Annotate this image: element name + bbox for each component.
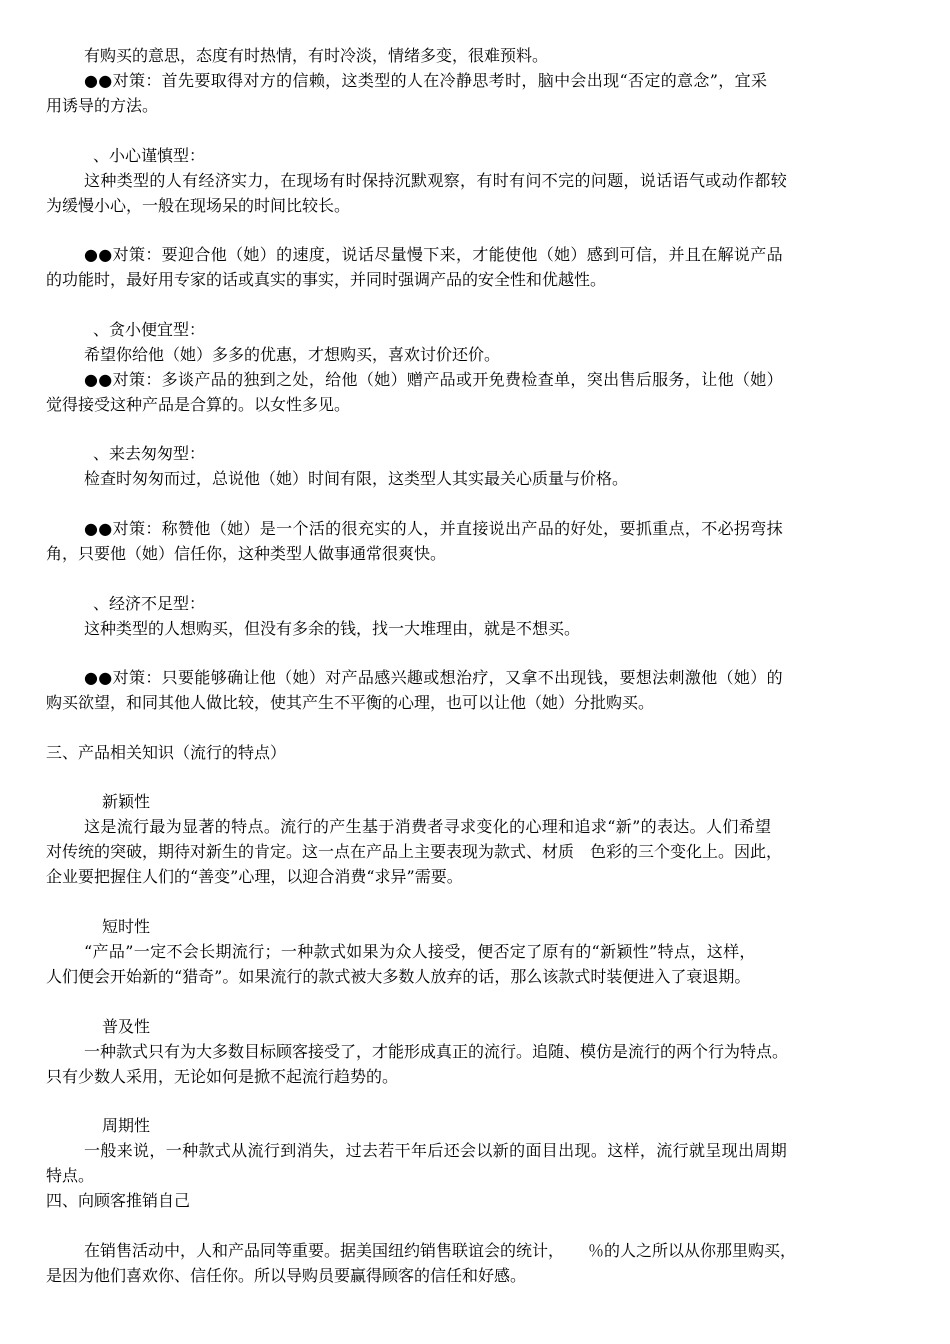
text-line: 是因为他们喜欢你、信任你。所以导购员要赢得顾客的信任和好感。 [46, 1266, 527, 1285]
subsection-heading: 普及性 [102, 1017, 151, 1036]
text-line: 一种款式只有为大多数目标顾客接受了，才能形成真正的流行。追随、模仿是流行的两个行为特点。 [84, 1042, 789, 1061]
text-line: 购买欲望，和同其他人做比较，使其产生不平衡的心理，也可以让他（她）分批购买。 [46, 693, 655, 712]
text-line: 角，只要他（她）信任你，这种类型人做事通常很爽快。 [46, 544, 447, 563]
text-line: 只有少数人采用，无论如何是掀不起流行趋势的。 [46, 1067, 399, 1086]
chapter-heading: 四、向顾客推销自己 [46, 1191, 191, 1210]
section-heading: 、经济不足型： [93, 594, 206, 613]
text-line: 在销售活动中，人和产品同等重要。据美国纽约销售联谊会的统计， ％的人之所以从你那里购买， [84, 1241, 797, 1260]
section-heading: 、贪小便宜型： [93, 320, 206, 339]
text-line: 希望你给他（她）多多的优惠，才想购买，喜欢讨价还价。 [84, 345, 501, 364]
strategy-line: ●●对策：多谈产品的独到之处，给他（她）赠产品或开免费检查单，突出售后服务，让他（她） [84, 370, 783, 389]
text-line: 这种类型的人想购买，但没有多余的钱，找一大堆理由，就是不想买。 [84, 619, 581, 638]
text-line: 对传统的突破，期待对新生的肯定。这一点在产品上主要表现为款式、材质 色彩的三个变化上。因此， [46, 842, 783, 861]
text-line: “产品”一定不会长期流行；一种款式如果为众人接受，便否定了原有的“新颖性”特点，这样， [84, 942, 756, 961]
text-line: 这是流行最为显著的特点。流行的产生基于消费者寻求变化的心理和追求“新”的表达。人们希望 [84, 817, 772, 836]
text-line: 这种类型的人有经济实力，在现场有时保持沉默观察，有时有问不完的问题，说话语气或动作都较 [84, 171, 788, 190]
section-heading: 、小心谨慎型： [93, 146, 206, 165]
text-line: 用诱导的方法。 [46, 96, 159, 115]
text-line: 觉得接受这种产品是合算的。以女性多见。 [46, 395, 351, 414]
text-line: 有购买的意思，态度有时热情，有时冷淡，情绪多变，很难预料。 [84, 46, 549, 65]
chapter-heading: 三、产品相关知识（流行的特点） [46, 743, 287, 762]
strategy-line: ●●对策：首先要取得对方的信赖，这类型的人在冷静思考时，脑中会出现“否定的意念”，宜采 [84, 71, 768, 90]
text-line: 企业要把握住人们的“善变”心理，以迎合消费“求异”需要。 [46, 867, 463, 886]
text-line: 检查时匆匆而过，总说他（她）时间有限，这类型人其实最关心质量与价格。 [84, 469, 629, 488]
text-line: 特点。 [46, 1166, 95, 1185]
strategy-line: ●●对策：要迎合他（她）的速度，说话尽量慢下来，才能使他（她）感到可信，并且在解说产品 [84, 245, 783, 264]
subsection-heading: 新颖性 [102, 792, 151, 811]
text-line: 为缓慢小心，一般在现场呆的时间比较长。 [46, 196, 351, 215]
section-heading: 、来去匆匆型： [93, 444, 206, 463]
text-line: 的功能时，最好用专家的话或真实的事实，并同时强调产品的安全性和优越性。 [46, 270, 607, 289]
text-line: 一般来说，一种款式从流行到消失，过去若干年后还会以新的面目出现。这样，流行就呈现出周期 [84, 1141, 788, 1160]
strategy-line: ●●对策：只要能够确让他（她）对产品感兴趣或想治疗，又拿不出现钱，要想法刺激他（她）的 [84, 668, 783, 687]
subsection-heading: 短时性 [102, 917, 151, 936]
subsection-heading: 周期性 [102, 1116, 151, 1135]
text-line: 人们便会开始新的“猎奇”。如果流行的款式被大多数人放弃的话，那么该款式时装便进入了衰退期。 [46, 967, 751, 986]
strategy-line: ●●对策：称赞他（她）是一个活的很充实的人，并直接说出产品的好处，要抓重点，不必拐弯抹 [84, 519, 783, 538]
